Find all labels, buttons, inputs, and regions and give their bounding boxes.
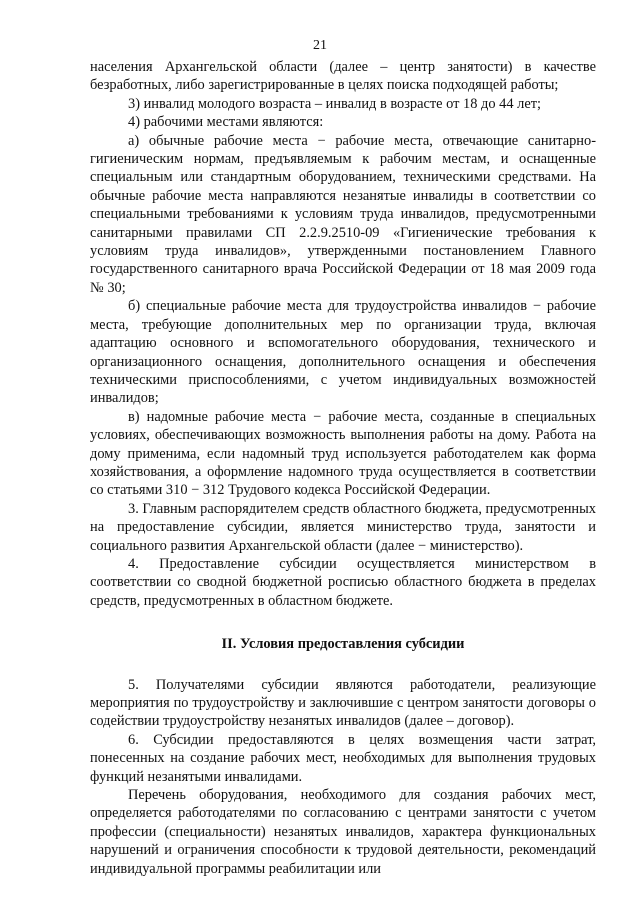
paragraph: 4. Предоставление субсидии осуществляется министерством в соответствии со сводной бюджетной росписью областного бюджета в пределах средств, предусмотренных в областном бюджете. (90, 555, 596, 609)
paragraph: населения Архангельской области (далее – центр занятости) в качестве безработных, либо зарегистрированные в целях поиска подходящей работы; (90, 59, 596, 94)
page-number: 21 (313, 38, 327, 53)
paragraph: 6. Субсидии предоставляются в целях возмещения части затрат, понесенных на создание рабочих мест, необходимых для выполнения трудовых функций незанятыми инвалидами. (90, 731, 596, 785)
paragraph: Перечень оборудования, необходимого для создания рабочих мест, определяется работодателями по согласованию с центрами занятости с учетом профессии (специальности) незанятых инвалидов, характера функциональных нарушений и ограничения способности к трудовой деятельности, рекомендаций индивидуальной программы реабилитации или (90, 787, 596, 877)
paragraph: а) обычные рабочие места − рабочие места, отвечающие санитарно-гигиеническим нормам, предъявляемым к рабочим местам, и оснащенные специальным или стандартным оборудованием, техническими средствами. На обычные рабочие места направляются незанятые инвалиды в соответствии со специальными требованиями к условиям труда инвалидов, предусмотренными санитарными правилами СП 2.2.9.2510-09 «Гигиенические требования к условиям труда инвалидов», утвержденными постановлением Главного государственного санитарного врача Российской Федерации от 18 мая 2009 года № 30; (90, 132, 596, 296)
document-body (90, 58, 596, 878)
paragraph: б) специальные рабочие места для трудоустройства инвалидов − рабочие места, требующие дополнительных мер по организации труда, включая адаптацию основного и вспомогательного оборудования, технического и организационного оснащения, дополнительного оснащения и обеспечения техническими приспособлениями, с учетом индивидуальных возможностей инвалидов; (90, 298, 596, 407)
paragraph: 3) инвалид молодого возраста – инвалид в возрасте от 18 до 44 лет; (128, 95, 541, 112)
paragraph: 5. Получателями субсидии являются работодатели, реализующие мероприятия по трудоустройству и заключившие с центром занятости договоры о содействии трудоустройству незанятых инвалидов (далее – договор). (90, 676, 596, 730)
paragraphs-top (90, 58, 596, 610)
paragraph: в) надомные рабочие места − рабочие места, созданные в специальных условиях, обеспечивающих возможность выполнения работы на дому. Работа на дому применима, если надомный труд используется работодателем как форма хозяйствования, а оформление надомного труда осуществляется в соответствии со статьями 310 − 312 Трудового кодекса Российской Федерации. (90, 408, 596, 499)
paragraph: 4) рабочими местами являются: (128, 114, 324, 131)
paragraph: 3. Главным распорядителем средств областного бюджета, предусмотренных на предоставление субсидии, является министерство труда, занятости и социального развития Архангельской области (далее − министерство). (90, 500, 596, 554)
section-heading: II. Условия предоставления субсидии (221, 636, 465, 653)
paragraphs-bottom (90, 676, 596, 878)
